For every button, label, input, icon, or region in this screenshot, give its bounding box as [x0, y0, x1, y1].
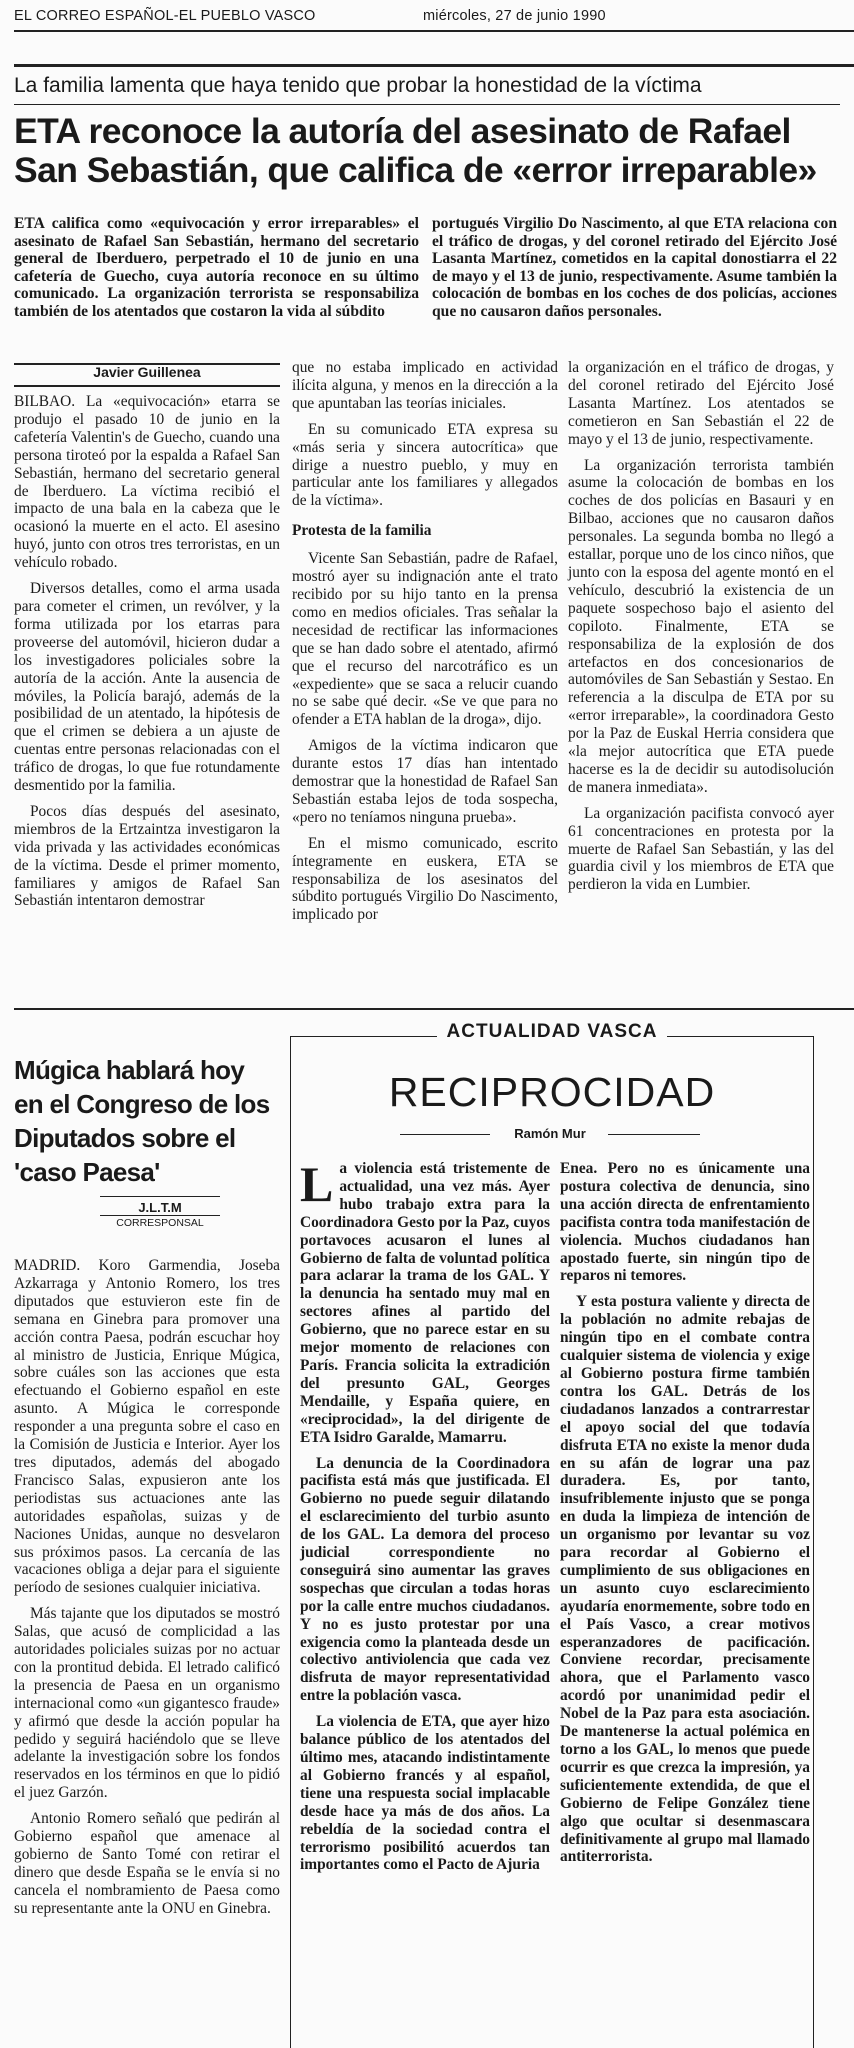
initials-rule-top	[100, 1196, 220, 1197]
paragraph: la organización en el tráfico de drogas, y del coronel retirado del Ejército José Lasanta Martínez. Los atentados se cometieron en San Sebastián el 22 de mayo y el 13 de junio, respectivamente.	[568, 359, 834, 448]
lead-column-2	[292, 359, 558, 932]
second-story-body	[14, 1257, 280, 1926]
paragraph: MADRID. Koro Garmendia, Joseba Azkarraga y Antonio Romero, los tres diputados que estuvieron este fin de semana en Ginebra para promover una acción contra Paesa, podrán escuchar hoy al ministro de Justicia, Enrique Múgica, sobre cuáles son las acciones que esta efectuando el Gobierno español en este asunto. A Múgica le corresponde responder a una pregunta sobre el caso en la Comisión de Justicia e Interior. Ayer los tres diputados, además del abogado Francisco Salas, expusieron ante los periodistas sus actuaciones ante las autoridades españolas, suizas y de Naciones Unidas, aunque no desvelaron sus próximos pasos. La cercanía de las vacaciones obliga a dejar para el siguiente período de sesiones cualquier iniciativa.	[14, 1257, 280, 1597]
dek-left: ETA califica como «equivocación y error irreparables» el asesinato de Rafael San Sebastián, hermano del secretario general de Iberduero, perpetrado el 10 de junio en una cafetería de Guecho, cuya autoría reconoce en su último comunicado. La organización terrorista se responsabiliza también de los atentados que costaron la vida al súbdito	[14, 215, 419, 320]
newspaper-name: EL CORREO ESPAÑOL-EL PUEBLO VASCO	[14, 8, 316, 24]
paragraph: Y esta postura valiente y directa de la población no admite rebajas de ningún tipo en el combate contra cualquier sistema de violencia y exige al Gobierno postura firme también contra los GAL. Detrás de los ciudadanos lanzados a contrarrestar el apoyo social del que todavía disfruta ETA no existe la menor duda en su afán de lograr una paz duradera. Es, por tanto, insufriblemente injusto que se ponga en duda la limpieza de intención de un organismo por levantar su voz para recordar al Gobierno el cumplimiento de sus obligaciones en un asunto cuyo esclarecimiento ayudaría enormemente, sobre todo en el País Vasco, a crear motivos esperanzadores de pacificación. Conviene recordar, precisamente ahora, que el Parlamento vasco acordó por unanimidad pedir el Nobel de la Paz para esta asociación. De mantenerse la actual polémica en torno a los GAL, lo menos que puede ocurrir es que crezca la impresión, ya suficientemente extendida, de que el Gobierno de Felipe González tiene algo que ocultar si desenmascara definitivamente al grupo mal llamado antiterrorista.	[560, 1293, 810, 1866]
second-headline: Múgica hablará hoy en el Congreso de los Diputados sobre el 'caso Paesa'	[14, 1055, 270, 1187]
paragraph: La violencia de ETA, que ayer hizo balance público de los atentados del último mes, atacando indistintamente al Gobierno francés y al español, tiene una respuesta social implacable desde hace ya más de dos años. La rebeldía de la sociedad contra el terrorismo posibilitó acuerdos tan importantes como el Pacto de Ajuria	[300, 1713, 550, 1874]
opinion-column-right	[560, 1160, 810, 1874]
initials-rule-bottom	[100, 1215, 220, 1216]
issue-date: miércoles, 27 de junio 1990	[423, 8, 606, 24]
lead-column-1	[14, 393, 280, 918]
paragraph: La organización pacifista convocó ayer 61 concentraciones en protesta por la muerte de Rafael San Sebastián, y las del guardia civil y los miembros de ETA que perdieron la vida en Lumbier.	[568, 804, 834, 894]
column-title: RECIPROCIDAD	[388, 1069, 716, 1115]
dek-right: portugués Virgilio Do Nascimento, al que ETA relaciona con el tráfico de drogas, y del coronel retirado del Ejército José Lasanta Martínez, cometidos en la capital donostiarra el 22 de mayo y el 13 de junio, respectivamente. Asume también la colocación de bombas en los coches de dos policías, acciones que no causaron daños personales.	[432, 215, 837, 320]
paragraph: La organización terrorista también asume la colocación de bombas en los coches de dos policías en Basauri y en Bilbao, acciones que no causaron daños personales. La segunda bomba no llegó a estallar, porque uno de los cinco niños, que junto con la esposa del agente montó en el vehículo, descubrió la existencia de un paquete sospechoso bajo el asiento del copiloto. Finalmente, ETA se responsabiliza de la explosión de dos artefactos en dos concesionarios de automóviles de San Sebastián y Sestao. En referencia a la disculpa de ETA por su «error irreparable», la coordinadora Gesto por la Paz de Euskal Herria considera que «la mejor autocrítica que ETA puede hacerse es la de decidir su autodisolución de manera inmediata».	[568, 456, 834, 796]
author-role: CORRESPONSAL	[116, 1217, 204, 1229]
paragraph: La violencia está tristemente de actualidad, una vez más. Ayer hubo trabajo extra para la Coordinadora Gesto por la Paz, cuyos portavoces acusaron el lunes al Gobierno de falta de voluntad política para aclarar la trama de los GAL. Y la denuncia ha sentado muy mal en sectores afines al partido del Gobierno, que no parece estar en su mejor momento de relaciones con París. Francia solicita la extradición del presunto GAL, Georges Mendaille, y España quiere, en «reciprocidad», la del dirigente de ETA Isidro Garalde, Mamarru.	[300, 1156, 550, 1446]
paragraph: que no estaba implicado en actividad ilícita alguna, y menos en la dirección a la que apuntaban las teorías iniciales.	[292, 359, 558, 412]
paragraph: En su comunicado ETA expresa su «más seria y sincera autocrítica» que dirige a nuestro pueblo, y muy en particular ante los familiares y allegados de la víctima».	[292, 420, 558, 510]
paragraph: Más tajante que los diputados se mostró Salas, que acusó de complicidad a las autoridades policiales suizas por no actuar con la prontitud debida. El letrado calificó la presencia de Paesa en un organismo internacional como «un gigantesco fraude» y afirmó que desde la acción popular ha pedido y seguirá haciéndolo que se lleve adelante la investigación sobre los fondos reservados en los términos en que lo pidió el juez Garzón.	[14, 1605, 280, 1802]
author-initials: J.L.T.M	[138, 1200, 182, 1215]
drop-cap: L	[300, 1156, 334, 1212]
column-author: Ramón Mur	[514, 1126, 586, 1141]
section-label: ACTUALIDAD VASCA	[290, 1021, 814, 1043]
author-rule-right	[608, 1134, 700, 1135]
section-divider	[14, 1008, 854, 1010]
paragraph: Amigos de la víctima indicaron que durante estos 17 días han intentado demostrar que la honestidad de Rafael San Sebastián estaba lejos de toda sospecha, «pero no teníamos ninguna prueba».	[292, 737, 558, 826]
lead-column-3	[568, 359, 834, 902]
story-kicker: La familia lamenta que haya tenido que probar la honestidad de la víctima	[14, 74, 702, 97]
paragraph: Vicente San Sebastián, padre de Rafael, mostró ayer su indignación ante el trato recibido por su hijo tanto en la prensa como en medios oficiales. Tras señalar la necesidad de rectificar las informaciones que se han dado sobre el atentado, afirmó que el recurso del narcotráfico es un «expediente» que se saca a relucir cuando no se sabe qué decir. «Se ve que para no ofender a ETA hablan de la droga», dijo.	[292, 550, 558, 729]
subheading: Protesta de la familia	[292, 522, 432, 540]
paragraph: Enea. Pero no es únicamente una postura colectiva de denuncia, sino una acción directa de enfrentamiento pacifista contra toda manifestación de violencia. Muchos ciudadanos han apostado fuerte, sin ningún tipo de reparos ni temores.	[560, 1160, 810, 1285]
masthead-rule	[14, 30, 854, 32]
paragraph: La denuncia de la Coordinadora pacifista está más que justificada. El Gobierno no puede seguir dilatando el esclarecimiento del turbio asunto de los GAL. La demora del proceso judicial correspondiente no conseguirá sino aumentar las graves sospechas que circulan a todas horas por la calle entre muchos ciudadanos. Y no es justo protestar por una exigencia como la planteada desde un colectivo antiviolencia que cada vez disfruta de mayor representatividad entre la población vasca.	[300, 1454, 550, 1705]
paragraph: Diversos detalles, como el arma usada para cometer el crimen, un revólver, y la forma utilizada por los etarras para proveerse del automóvil, hicieron dudar a los investigadores policiales sobre la autoría de la acción. Ante la ausencia de móviles, la Policía barajó, además de la posibilidad de un atentado, la hipótesis de que el crimen se debiera a un ajuste de cuentas entre personas relacionadas con el tráfico de drogas, lo que fue rotundamente desmentido por la familia.	[14, 580, 280, 795]
byline: Javier Guillenea	[93, 364, 201, 380]
kicker-rule	[14, 104, 840, 105]
paragraph: En el mismo comunicado, escrito íntegramente en euskera, ETA se responsabiliza de los asesinatos del súbdito portugués Virgilio Do Nascimento, implicado por	[292, 834, 558, 924]
masthead	[14, 8, 840, 24]
paragraph: Antonio Romero señaló que pedirán al Gobierno español que amenace al gobierno de Santo Tomé con retirar el dinero que desde España se le envía si no cancela el nombramiento de Paesa como su representante ante la ONU en Ginebra.	[14, 1810, 280, 1917]
paragraph: Pocos días después del asesinato, miembros de la Ertzaintza investigaron la vida privada y las actividades económicas de la víctima. Desde el primer momento, familiares y amigos de Rafael San Sebastián intentaron demostrar	[14, 802, 280, 910]
paragraph: BILBAO. La «equivocación» etarra se produjo el pasado 10 de junio en la cafetería Valentin's de Guecho, cuando una persona tiroteó por la espalda a Rafael San Sebastián, hermano del secretario general de Iberduero. La víctima recibió el impacto de una bala en la cabeza que le ocasionó la muerte en el acto. El asesino huyó, junto con otros tres terroristas, en un vehículo robado.	[14, 393, 280, 572]
main-headline: ETA reconoce la autoría del asesinato de Rafael San Sebastián, que califica de «error irreparable»	[14, 111, 817, 190]
top-thick-rule	[14, 64, 854, 67]
opinion-column-left	[300, 1156, 550, 1882]
